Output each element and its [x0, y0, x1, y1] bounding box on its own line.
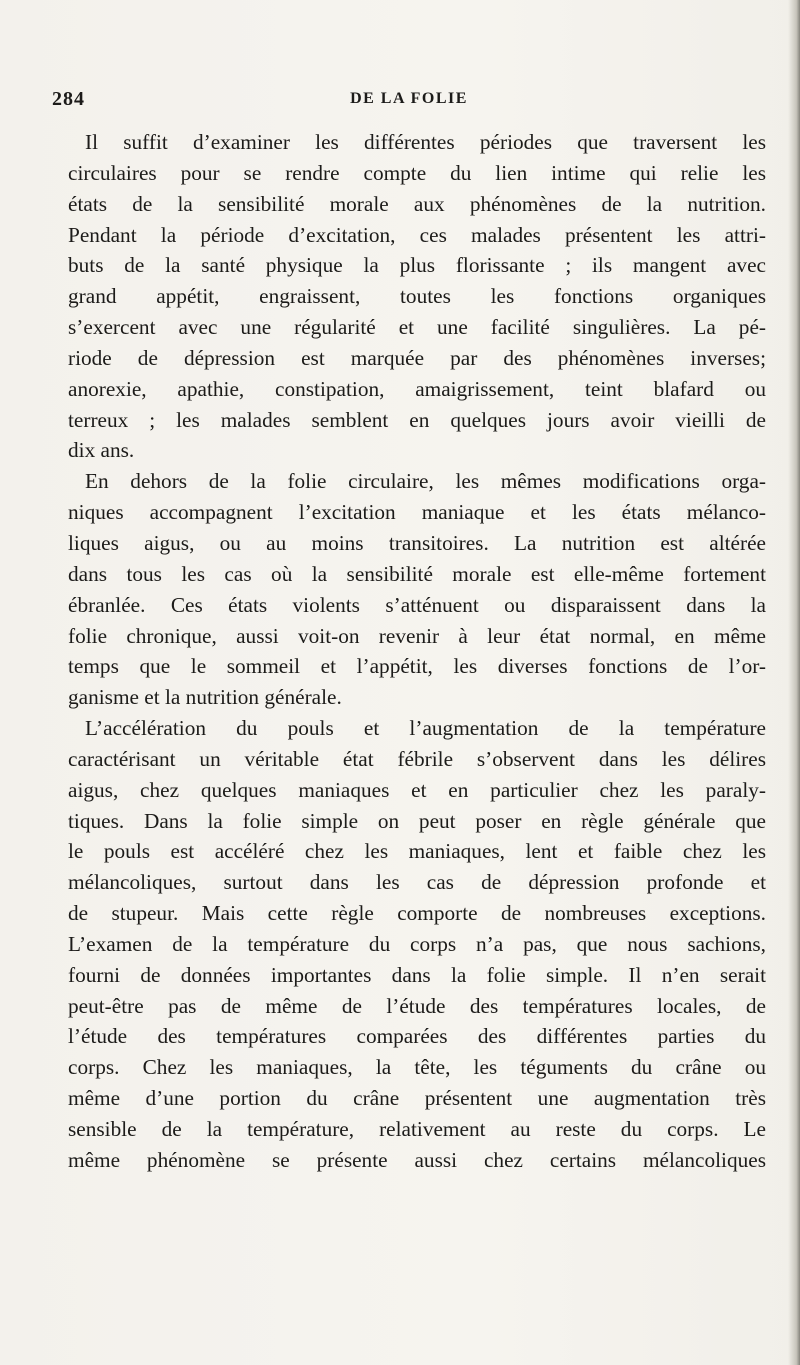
- text-line: temps que le sommeil et l’appétit, les diverses fonctions de l’or-: [68, 654, 766, 679]
- text-line: le pouls est accéléré chez les maniaques, lent et faible chez les: [68, 839, 766, 864]
- page-edge-shadow: [788, 0, 800, 1365]
- paragraph: [68, 713, 766, 1176]
- text-line: folie chronique, aussi voit-on revenir à leur état normal, en même: [68, 623, 766, 648]
- text-line: même d’une portion du crâne présentent une augmentation très: [68, 1086, 766, 1111]
- text-line: peut-être pas de même de l’étude des températures locales, de: [68, 993, 766, 1018]
- body-text: [68, 127, 766, 1176]
- text-line: ébranlée. Ces états violents s’atténuent ou disparaissent dans la: [68, 592, 766, 617]
- text-line: même phénomène se présente aussi chez certains mélancoliques: [68, 1147, 766, 1172]
- text-line: tiques. Dans la folie simple on peut poser en règle générale que: [68, 808, 766, 833]
- text-line: l’étude des températures comparées des différentes parties du: [68, 1024, 766, 1049]
- paragraph: [68, 466, 766, 713]
- text-line: buts de la santé physique la plus florissante ; ils mangent avec: [68, 253, 766, 278]
- paragraph: [68, 127, 766, 466]
- text-line: états de la sensibilité morale aux phénomènes de la nutrition.: [68, 191, 766, 216]
- text-line: aigus, chez quelques maniaques et en particulier chez les paraly-: [68, 777, 766, 802]
- page-number: 284: [52, 88, 85, 110]
- text-line: sensible de la température, relativement au reste du corps. Le: [68, 1117, 766, 1141]
- text-line: riode de dépression est marquée par des phénomènes inverses;: [68, 345, 766, 370]
- text-line: dix ans.: [68, 438, 135, 463]
- text-line: corps. Chez les maniaques, la tête, les téguments du crâne ou: [68, 1055, 766, 1080]
- text-line: terreux ; les malades semblent en quelques jours avoir vieilli de: [68, 407, 766, 432]
- text-line: mélancoliques, surtout dans les cas de dépression profonde et: [68, 870, 766, 895]
- text-line: de stupeur. Mais cette règle comporte de nombreuses exceptions.: [68, 901, 766, 926]
- text-line: s’exercent avec une régularité et une facilité singulières. La pé-: [68, 315, 766, 340]
- text-line: niques accompagnent l’excitation maniaque et les états mélanco-: [68, 500, 766, 525]
- text-line: grand appétit, engraissent, toutes les fonctions organiques: [68, 284, 766, 309]
- text-line: caractérisant un véritable état fébrile s’observent dans les délires: [68, 746, 766, 771]
- text-line: Pendant la période d’excitation, ces malades présentent les attri-: [68, 222, 766, 247]
- text-line: L’examen de la température du corps n’a pas, que nous sachions,: [68, 931, 766, 956]
- text-line: En dehors de la folie circulaire, les mêmes modifications orga-: [85, 469, 766, 494]
- text-line: dans tous les cas où la sensibilité morale est elle-même fortement: [68, 561, 766, 586]
- text-line: liques aigus, ou au moins transitoires. La nutrition est altérée: [68, 530, 766, 555]
- page-header: [52, 88, 766, 114]
- text-line: fourni de données importantes dans la folie simple. Il n’en serait: [68, 962, 766, 987]
- text-line: ganisme et la nutrition générale.: [68, 685, 342, 710]
- text-line: anorexie, apathie, constipation, amaigrissement, teint blafard ou: [68, 376, 766, 401]
- running-title: DE LA FOLIE: [350, 90, 468, 107]
- text-line: L’accélération du pouls et l’augmentation de la température: [85, 716, 766, 741]
- text-line: circulaires pour se rendre compte du lien intime qui relie les: [68, 160, 766, 185]
- text-line: Il suffit d’examiner les différentes périodes que traversent les: [85, 130, 766, 154]
